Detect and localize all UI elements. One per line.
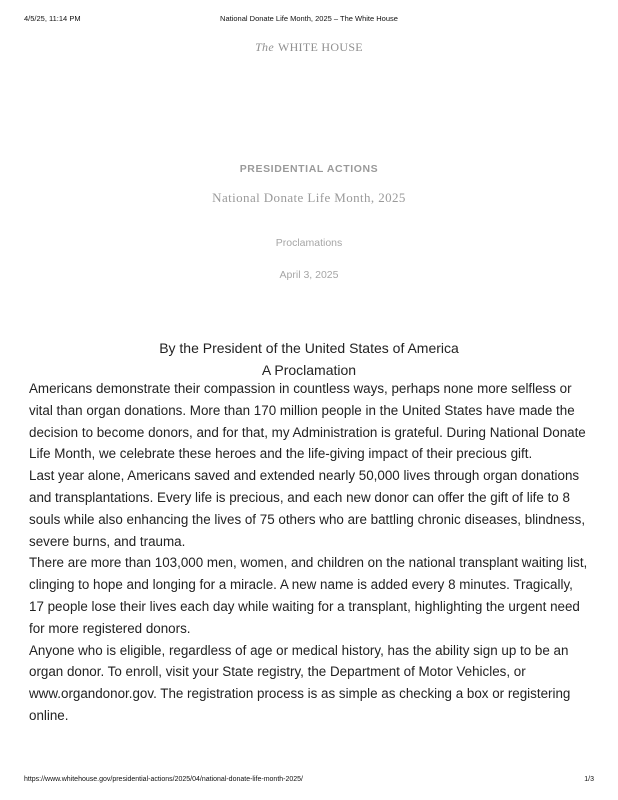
logo-the: The — [255, 40, 274, 54]
print-datetime: 4/5/25, 11:14 PM — [24, 14, 81, 23]
paragraph: There are more than 103,000 men, women, and children on the national transplant waiting list, clinging to hope and longing for a miracle. A new name is added every 8 minutes. Tragically, 17 people lose their lives each day while waiting for a transplant, highlighting the urgent need for more registered donors. — [29, 555, 588, 636]
article-body — [29, 378, 591, 727]
proclamation-subtitle: A Proclamation — [261, 362, 357, 378]
white-house-logo[interactable] — [0, 40, 618, 55]
page-url: https://www.whitehouse.gov/presidential-actions/2025/04/national-donate-life-month-2025/ — [24, 776, 304, 783]
publish-date: April 3, 2025 — [279, 269, 339, 281]
print-page-title: National Donate Life Month, 2025 – The White House — [220, 14, 398, 23]
section-label[interactable]: PRESIDENTIAL ACTIONS — [239, 163, 379, 175]
logo-name: WHITE HOUSE — [277, 40, 363, 54]
category-link[interactable]: Proclamations — [275, 237, 343, 249]
proclamation-header — [0, 337, 618, 381]
paragraph: Anyone who is eligible, regardless of age or medical history, has the ability sign up to be an organ donor. To enroll, visit your State registry, the Department of Motor Vehicles, or www.organdonor.gov. The registration process is as simple as checking a box or registering online. — [29, 642, 571, 723]
paragraph: Last year alone, Americans saved and extended nearly 50,000 lives through organ donations and transplantations. Every life is precious, and each new donor can offer the gift of life to 8 souls while also enhancing the lives of 75 others who are battling chronic diseases, blindness, severe burns, and trauma. — [29, 468, 586, 549]
page-title: National Donate Life Month, 2025 — [212, 190, 406, 205]
paragraph: Americans demonstrate their compassion in countless ways, perhaps none more selfless or vital than organ donations. More than 170 million people in the United States have made the decision to become donors, and for that, my Administration is grateful. During National Donate Life Month, we celebrate these heroes and the life-giving impact of their precious gift. — [29, 381, 586, 462]
byline: By the President of the United States of America — [159, 340, 459, 356]
page-number: 1/3 — [584, 776, 594, 783]
